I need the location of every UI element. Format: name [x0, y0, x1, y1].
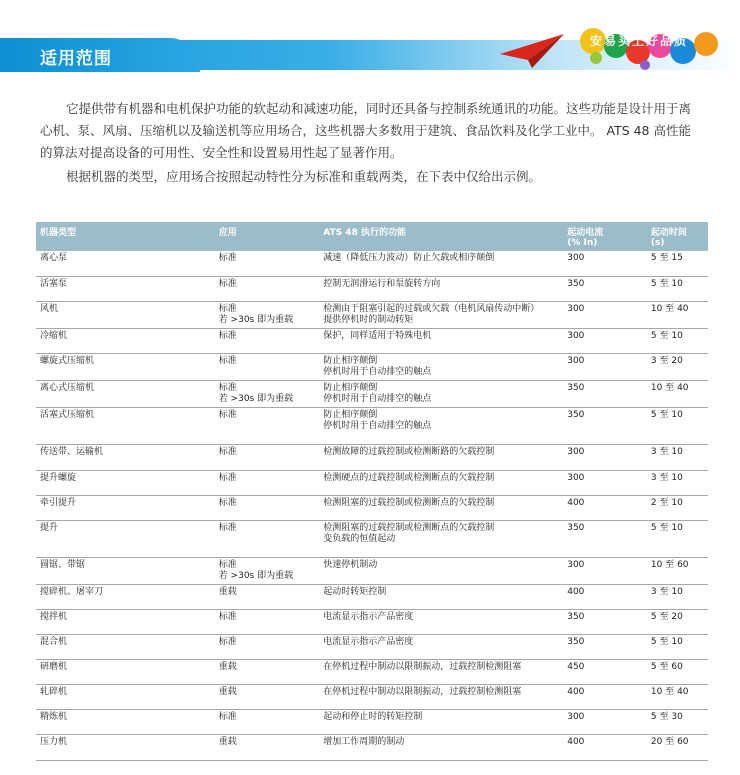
- cell-current: [563, 251, 647, 276]
- cell-function-text-2: 停机时用于自动排空的触点: [323, 420, 432, 431]
- cell-time-text: 5 至 30: [650, 711, 683, 722]
- cell-time: [647, 734, 708, 760]
- cell-time: [647, 520, 708, 557]
- cell-machine: [36, 276, 215, 301]
- table-row: [36, 520, 708, 557]
- cell-function-text: 起动和停止时的转矩控制: [323, 711, 423, 722]
- cell-application-text: 标准: [218, 303, 237, 314]
- cell-time-text: 5 至 60: [650, 661, 683, 672]
- cell-application-text: 标准: [218, 636, 237, 647]
- cell-function: [319, 353, 563, 380]
- cell-function: [319, 659, 563, 684]
- cell-current-text: 400: [567, 736, 585, 747]
- cell-current: [563, 444, 647, 470]
- cell-current: [563, 584, 647, 609]
- cell-time-text: 5 至 15: [650, 253, 683, 263]
- cell-current: [563, 609, 647, 634]
- cell-application: [215, 734, 320, 760]
- cell-machine: [36, 584, 215, 609]
- table-header-row: [36, 222, 708, 251]
- cell-time: [647, 328, 708, 353]
- cell-machine-text: 研磨机: [40, 661, 68, 672]
- cell-current-text: 450: [567, 661, 585, 672]
- cell-machine-text: 冷缩机: [40, 330, 68, 341]
- cell-machine-text: 搅碎机、屠宰刀: [40, 586, 104, 597]
- table-row: [36, 301, 708, 328]
- cell-function-text: 减速（降低压力波动）防止欠载或相序颠倒: [323, 253, 495, 263]
- cell-application-text: 标准: [218, 497, 237, 508]
- cell-function-text: 防止相序颠倒: [323, 382, 378, 393]
- cell-function-text: 增加工作周期的制动: [323, 736, 405, 747]
- cell-application: [215, 709, 320, 734]
- cell-application: [215, 584, 320, 609]
- cell-machine-text: 牵引提升: [40, 497, 77, 508]
- cell-function-text: 起动时转矩控制: [323, 586, 387, 597]
- cell-time: [647, 251, 708, 276]
- cell-current-text: 350: [567, 278, 585, 289]
- intro-paragraph-1: 它提供带有机器和电机保护功能的软起动和减速功能，同时还具备与控制系统通讯的功能。这些功能是设计用于离心机、泵、风扇、压缩机以及输送机等应用场合，这些机器大多数用于建筑、食品饮料及化学工业中。 ATS 48 高性能的算法对提高设备的可用性、安全性和设置易用性起了显著作用。: [40, 101, 692, 160]
- cell-application: [215, 301, 320, 328]
- cell-current-text: 300: [567, 711, 585, 722]
- cell-machine-text: 提升: [40, 522, 59, 533]
- section-title: 适用范围: [40, 49, 112, 69]
- cell-machine-text: 活塞泵: [40, 278, 68, 289]
- cell-function-text: 防止相序颠倒: [323, 409, 378, 420]
- cell-machine: [36, 380, 215, 407]
- cell-current: [563, 495, 647, 520]
- cell-application-text: 重载: [218, 586, 237, 597]
- cell-application: [215, 251, 320, 276]
- cell-function-text: 控制无润滑运行和泵旋转方向: [323, 278, 441, 289]
- cell-function-text: 检测阻塞的过载控制或检测断点的欠载控制: [323, 522, 495, 533]
- table-row: [36, 634, 708, 659]
- cell-current-text: 350: [567, 636, 585, 647]
- cell-time-text: 5 至 20: [650, 611, 683, 622]
- cell-machine: [36, 444, 215, 470]
- cell-time: [647, 407, 708, 444]
- cell-time: [647, 353, 708, 380]
- cell-current-text: 400: [567, 686, 585, 697]
- cell-current-text: 300: [567, 303, 585, 314]
- cell-application: [215, 470, 320, 495]
- cell-application-text: 标准: [218, 355, 237, 366]
- cell-time-text: 2 至 10: [650, 497, 683, 508]
- cell-machine: [36, 470, 215, 495]
- cell-machine-text: 圆锯、带锯: [40, 559, 86, 570]
- cell-current: [563, 709, 647, 734]
- cell-function-text: 检测阻塞的过载控制或检测断点的欠载控制: [323, 497, 495, 508]
- cell-application: [215, 634, 320, 659]
- cell-function-text: 在停机过程中制动以限制振动，过载控制检测阻塞: [323, 686, 522, 697]
- cell-current-text: 350: [567, 409, 585, 420]
- section-header: [0, 0, 740, 78]
- cell-machine-text: 螺旋式压缩机: [40, 355, 95, 366]
- cell-function-text-2: 变负载的恒值起动: [323, 533, 396, 544]
- cell-machine: [36, 353, 215, 380]
- cell-time: [647, 495, 708, 520]
- cell-application-text: 标准: [218, 382, 237, 393]
- cell-machine-text: 提升螺旋: [40, 472, 77, 483]
- cell-machine-text: 轧碎机: [40, 686, 68, 697]
- cell-application-text: 标准: [218, 446, 237, 457]
- cell-function-text-2: 停机时用于自动排空的触点: [323, 393, 432, 404]
- cell-function-text: 检测故障的过载控制或检测断路的欠载控制: [323, 446, 495, 457]
- cell-function-text: 检测硬点的过载控制或检测断点的欠载控制: [323, 472, 495, 483]
- table-row: [36, 444, 708, 470]
- cell-machine-text: 精炼机: [40, 711, 68, 722]
- cell-application: [215, 609, 320, 634]
- cell-function: [319, 495, 563, 520]
- cell-current: [563, 470, 647, 495]
- paper-plane-icon: [498, 30, 568, 70]
- cell-current: [563, 328, 647, 353]
- cell-application-text: 标准: [218, 253, 237, 263]
- table-row: [36, 557, 708, 584]
- cell-function-text: 电流显示指示产品密度: [323, 636, 414, 647]
- cell-machine-text: 搅拌机: [40, 611, 68, 622]
- cell-application: [215, 407, 320, 444]
- cell-function: [319, 301, 563, 328]
- cell-time: [647, 301, 708, 328]
- cell-time-text: 5 至 10: [650, 636, 683, 647]
- cell-machine: [36, 520, 215, 557]
- cell-time: [647, 684, 708, 709]
- cell-application-text: 重载: [218, 736, 237, 747]
- cell-application-text: 标准: [218, 472, 237, 483]
- cell-current: [563, 276, 647, 301]
- cell-function: [319, 328, 563, 353]
- cell-time-text: 5 至 10: [650, 330, 683, 341]
- cell-function-text: 电流显示指示产品密度: [323, 611, 414, 622]
- cell-application-text-2: 若 >30s 即为重载: [218, 570, 294, 581]
- cell-application-text: 标准: [218, 278, 237, 289]
- cell-machine: [36, 734, 215, 760]
- table-row: [36, 584, 708, 609]
- cell-function: [319, 709, 563, 734]
- cell-current: [563, 301, 647, 328]
- cell-application: [215, 684, 320, 709]
- cell-function-text: 在停机过程中制动以限制振动，过载控制检测阻塞: [323, 661, 522, 672]
- slogan-logo: [570, 20, 740, 80]
- table-row: [36, 276, 708, 301]
- intro-paragraph-2: 根据机器的类型，应用场合按照起动特性分为标准和重载两类，在下表中仅给出示例。: [66, 169, 542, 184]
- cell-current: [563, 734, 647, 760]
- table-row: [36, 609, 708, 634]
- cell-application: [215, 557, 320, 584]
- cell-current: [563, 659, 647, 684]
- cell-time-text: 5 至 10: [650, 409, 683, 420]
- cell-machine: [36, 659, 215, 684]
- cell-machine: [36, 495, 215, 520]
- cell-time: [647, 609, 708, 634]
- col-header-machine: 机器类型: [40, 228, 77, 238]
- cell-time-text: 10 至 60: [650, 559, 689, 570]
- cell-time-text: 3 至 20: [650, 355, 683, 366]
- cell-application-text: 重载: [218, 686, 237, 697]
- cell-machine: [36, 684, 215, 709]
- cell-application: [215, 444, 320, 470]
- cell-machine-text: 风机: [40, 303, 59, 314]
- cell-function: [319, 584, 563, 609]
- cell-function: [319, 470, 563, 495]
- cell-current-text: 300: [567, 330, 585, 341]
- cell-function-text: 保护，同样适用于特殊电机: [323, 330, 432, 341]
- cell-current-text: 350: [567, 522, 585, 533]
- cell-time-text: 3 至 10: [650, 472, 683, 483]
- cell-machine-text: 混合机: [40, 636, 68, 647]
- cell-current-text: 350: [567, 382, 585, 393]
- cell-function: [319, 734, 563, 760]
- table-row: [36, 380, 708, 407]
- table-row: [36, 495, 708, 520]
- cell-machine: [36, 251, 215, 276]
- cell-time-text: 3 至 10: [650, 586, 683, 597]
- cell-function: [319, 634, 563, 659]
- table-row: [36, 659, 708, 684]
- table-row: [36, 407, 708, 444]
- cell-machine: [36, 407, 215, 444]
- cell-time-text: 10 至 40: [650, 382, 689, 393]
- cell-application-text: 标准: [218, 330, 237, 341]
- cell-current-text: 300: [567, 559, 585, 570]
- table-row: [36, 251, 708, 276]
- cell-application: [215, 495, 320, 520]
- intro-text: [40, 98, 700, 188]
- cell-application-text-2: 若 >30s 即为重载: [218, 314, 294, 325]
- cell-machine: [36, 709, 215, 734]
- cell-function: [319, 557, 563, 584]
- cell-function: [319, 251, 563, 276]
- cell-time: [647, 659, 708, 684]
- table-row: [36, 328, 708, 353]
- col-header-application: 应用: [218, 228, 237, 238]
- cell-current-text: 300: [567, 446, 585, 457]
- cell-application-text: 标准: [218, 522, 237, 533]
- cell-function: [319, 520, 563, 557]
- cell-function: [319, 444, 563, 470]
- cell-machine: [36, 301, 215, 328]
- cell-machine: [36, 634, 215, 659]
- cell-time-text: 5 至 10: [650, 278, 683, 289]
- cell-function: [319, 684, 563, 709]
- cell-time: [647, 380, 708, 407]
- cell-application-text: 标准: [218, 409, 237, 420]
- cell-current-text: 400: [567, 586, 585, 597]
- cell-application: [215, 380, 320, 407]
- cell-application: [215, 276, 320, 301]
- table-row: [36, 353, 708, 380]
- cell-current-text: 300: [567, 472, 585, 483]
- cell-function-text-2: 提供停机时的制动转矩: [323, 314, 414, 325]
- cell-current-text: 300: [567, 253, 585, 263]
- cell-time: [647, 584, 708, 609]
- cell-time: [647, 709, 708, 734]
- table-row: [36, 684, 708, 709]
- cell-current: [563, 407, 647, 444]
- application-table: [36, 222, 708, 761]
- cell-current: [563, 520, 647, 557]
- cell-current: [563, 634, 647, 659]
- cell-time-text: 10 至 40: [650, 686, 689, 697]
- cell-application-text: 标准: [218, 711, 237, 722]
- cell-current: [563, 684, 647, 709]
- cell-application: [215, 520, 320, 557]
- slogan-text: 安易买上好品质: [590, 34, 689, 48]
- cell-application-text: 重载: [218, 661, 237, 672]
- cell-machine-text: 离心泵: [40, 253, 68, 263]
- cell-function: [319, 380, 563, 407]
- col-header-current: 起动电流 (% In): [567, 228, 604, 248]
- cell-time: [647, 276, 708, 301]
- cell-application-text: 标准: [218, 559, 237, 570]
- cell-application: [215, 328, 320, 353]
- cell-machine-text: 离心式压缩机: [40, 382, 95, 393]
- cell-current: [563, 557, 647, 584]
- cell-machine-text: 活塞式压缩机: [40, 409, 95, 420]
- cell-time-text: 10 至 40: [650, 303, 689, 314]
- cell-time: [647, 470, 708, 495]
- cell-function: [319, 276, 563, 301]
- table-row: [36, 709, 708, 734]
- cell-function-text-2: 停机时用于自动排空的触点: [323, 366, 432, 377]
- cell-application: [215, 659, 320, 684]
- cell-machine-text: 压力机: [40, 736, 68, 747]
- cell-function-text: 防止相序颠倒: [323, 355, 378, 366]
- cell-time-text: 3 至 10: [650, 446, 683, 457]
- cell-application-text-2: 若 >30s 即为重载: [218, 393, 294, 404]
- cell-machine: [36, 557, 215, 584]
- cell-application: [215, 353, 320, 380]
- cell-current: [563, 353, 647, 380]
- cell-time: [647, 634, 708, 659]
- cell-function-text: 快速停机制动: [323, 559, 378, 570]
- cell-machine-text: 传送带、运输机: [40, 446, 104, 457]
- cell-time-text: 5 至 10: [650, 522, 683, 533]
- col-header-function: ATS 48 执行的功能: [323, 228, 406, 238]
- cell-function-text: 检测由于阻塞引起的过载或欠载（电机风扇传动中断）: [323, 303, 540, 314]
- cell-machine: [36, 328, 215, 353]
- table-row: [36, 470, 708, 495]
- cell-current-text: 350: [567, 611, 585, 622]
- table-row: [36, 734, 708, 760]
- cell-current-text: 300: [567, 355, 585, 366]
- cell-current-text: 400: [567, 497, 585, 508]
- cell-application-text: 标准: [218, 611, 237, 622]
- cell-function: [319, 609, 563, 634]
- cell-machine: [36, 609, 215, 634]
- cell-function: [319, 407, 563, 444]
- cell-time: [647, 557, 708, 584]
- cell-time: [647, 444, 708, 470]
- col-header-time: 起动时间 (s): [650, 228, 687, 248]
- cell-time-text: 20 至 60: [650, 736, 689, 747]
- cell-current: [563, 380, 647, 407]
